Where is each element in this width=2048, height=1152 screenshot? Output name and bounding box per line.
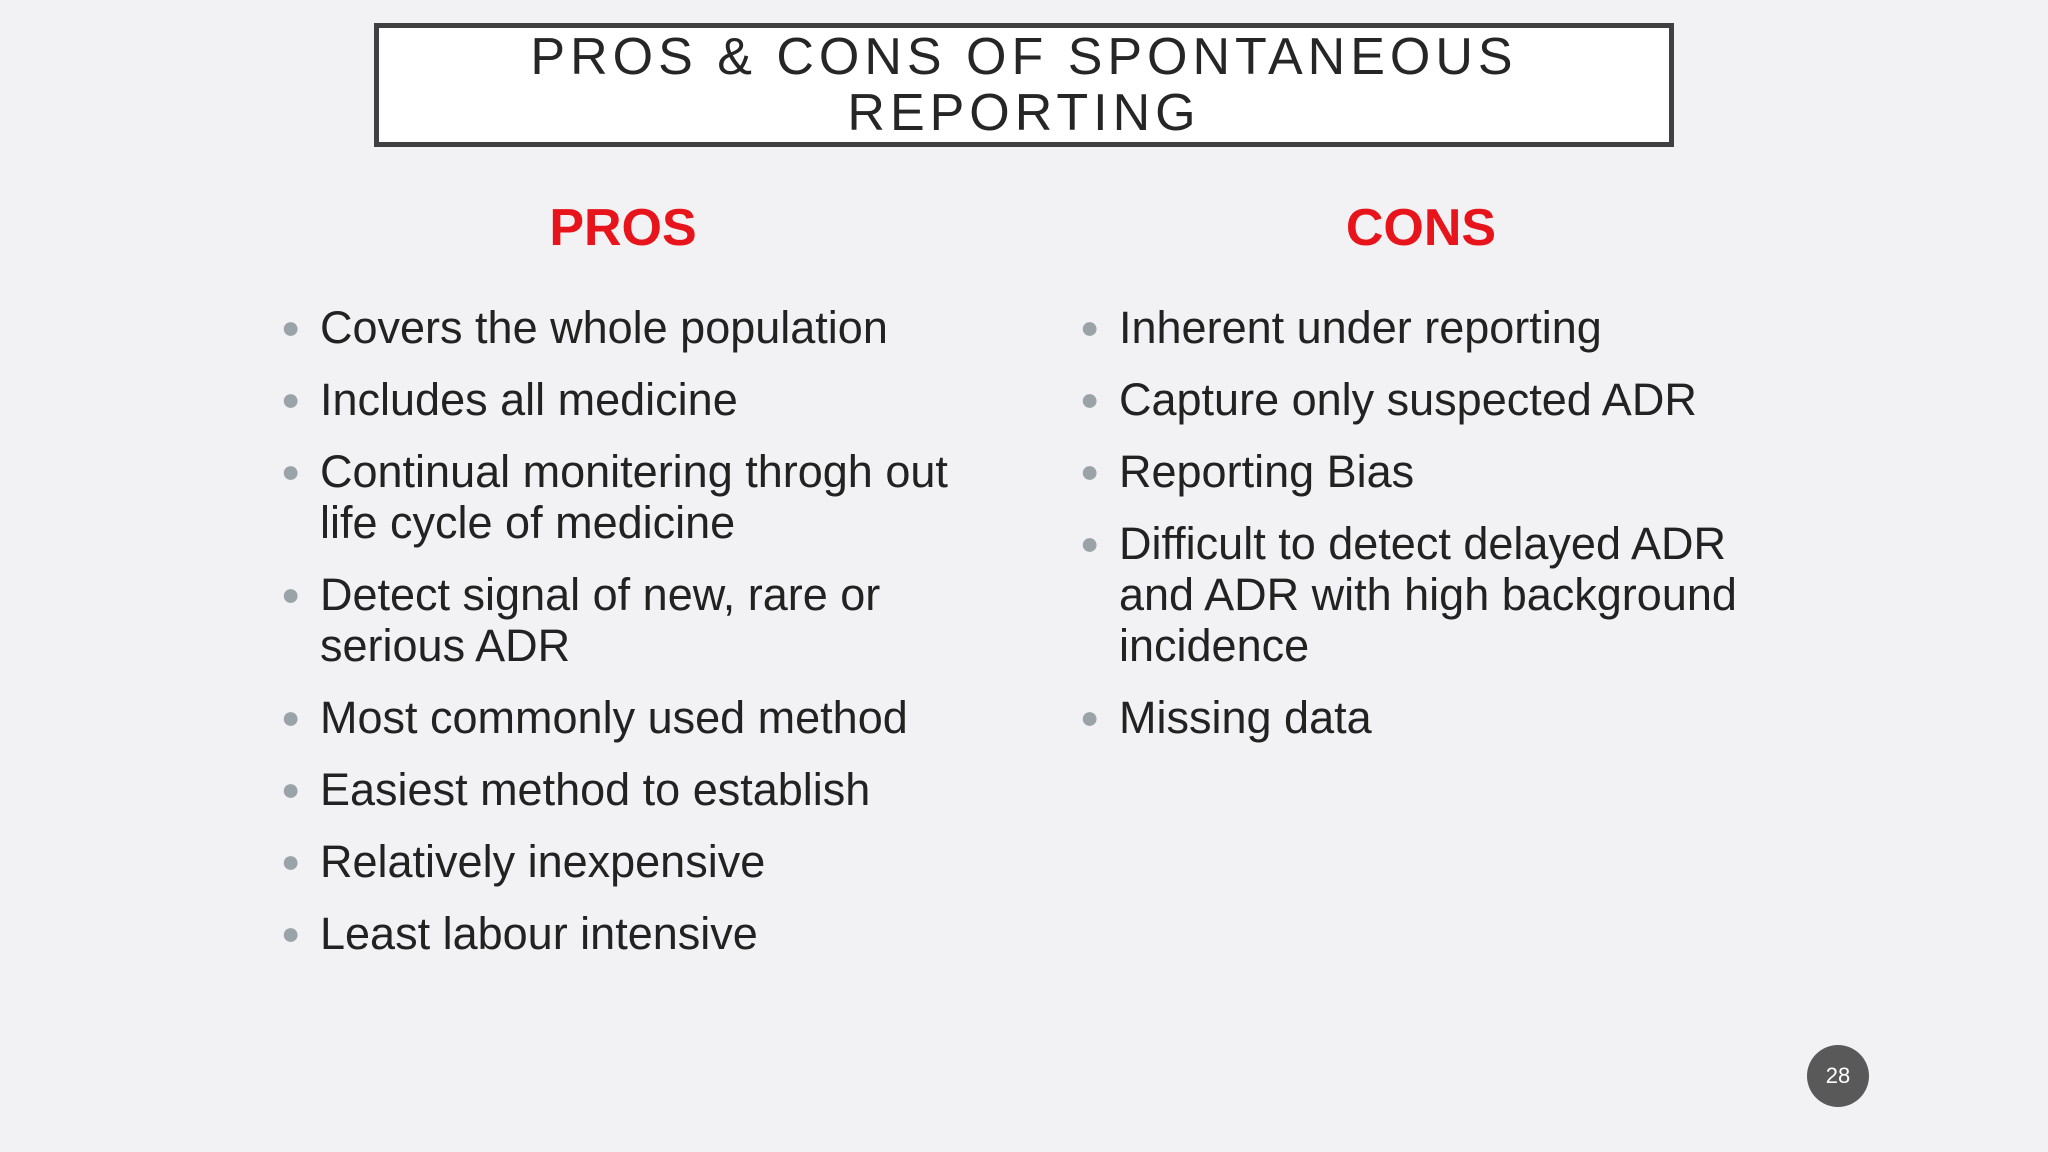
pros-item-text: Includes all medicine (320, 374, 738, 425)
cons-list-item (1080, 374, 1800, 425)
bullet-icon: ● (1080, 525, 1100, 561)
slide-title-line-2: REPORTING (847, 84, 1201, 142)
bullet-icon: ● (281, 453, 301, 489)
bullet-icon: ● (281, 576, 301, 612)
pros-item-text: Continual monitering throgh out life cycle of medicine (320, 446, 948, 548)
cons-list (1080, 302, 1800, 764)
slide-title-box (374, 23, 1674, 147)
bullet-icon: ● (1080, 381, 1100, 417)
pros-item-text: Covers the whole population (320, 302, 888, 353)
bullet-icon: ● (281, 699, 301, 735)
pros-list (281, 302, 1001, 980)
pros-list-item (281, 374, 1001, 425)
pros-item-text: Relatively inexpensive (320, 836, 766, 887)
cons-list-item (1080, 446, 1800, 497)
cons-list-item (1080, 302, 1800, 353)
cons-heading: CONS (1345, 199, 1497, 257)
bullet-icon: ● (281, 915, 301, 951)
cons-item-text: Inherent under reporting (1119, 302, 1602, 353)
pros-list-item (281, 446, 1001, 548)
bullet-icon: ● (281, 381, 301, 417)
pros-list-item (281, 569, 1001, 671)
pros-item-text: Detect signal of new, rare or serious ADR (320, 569, 881, 671)
bullet-icon: ● (1080, 453, 1100, 489)
bullet-icon: ● (281, 771, 301, 807)
pros-heading: PROS (549, 199, 697, 257)
pros-list-item (281, 908, 1001, 959)
pros-list-item (281, 764, 1001, 815)
cons-list-item (1080, 518, 1800, 671)
cons-item-text: Capture only suspected ADR (1119, 374, 1697, 425)
pros-list-item (281, 836, 1001, 887)
pros-item-text: Most commonly used method (320, 692, 908, 743)
cons-item-text: Difficult to detect delayed ADR and ADR with high background incidence (1119, 518, 1737, 671)
slide-title-line-1: PROS & CONS OF SPONTANEOUS (530, 28, 1518, 86)
cons-item-text: Reporting Bias (1119, 446, 1415, 497)
pros-list-item (281, 302, 1001, 353)
bullet-icon: ● (1080, 699, 1100, 735)
pros-item-text: Least labour intensive (320, 908, 758, 959)
bullet-icon: ● (281, 843, 301, 879)
cons-item-text: Missing data (1119, 692, 1372, 743)
cons-list-item (1080, 692, 1800, 743)
bullet-icon: ● (1080, 309, 1100, 345)
pros-item-text: Easiest method to establish (320, 764, 871, 815)
bullet-icon: ● (281, 309, 301, 345)
pros-list-item (281, 692, 1001, 743)
page-number-badge: 28 (1807, 1045, 1869, 1107)
